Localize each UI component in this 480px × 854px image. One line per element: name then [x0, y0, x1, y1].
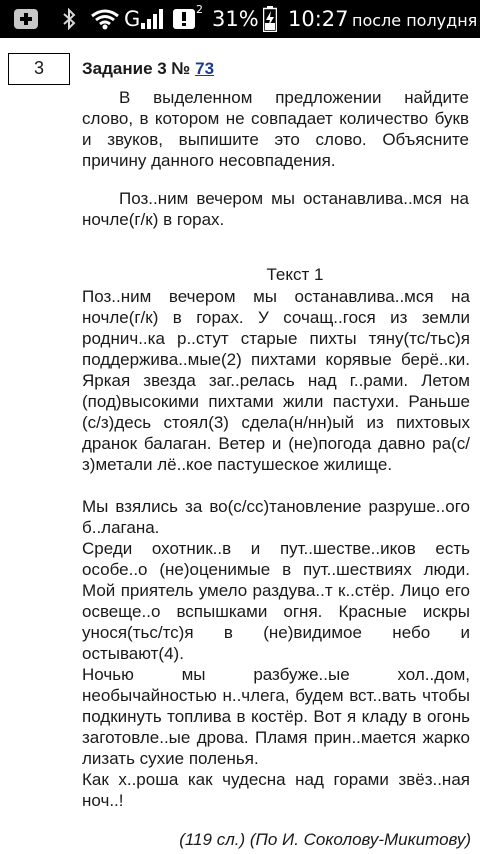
text-source: (119 сл.) (По И. Соколову-Микитову): [179, 830, 471, 849]
task-heading: [82, 59, 214, 79]
add-icon: [13, 8, 39, 30]
battery-charging-icon: [263, 6, 277, 32]
notification-count-badge: 2: [196, 3, 203, 16]
status-bar: [0, 0, 480, 38]
text-paragraph: Мы взялись за во(с/сс)тановление разруше..ого б..лагана.: [82, 497, 470, 537]
text-paragraph: Ночью мы разбуже..ые хол..дом, необычайностью н..члега, будем вст..вать чтобы подкинуть топлива в костёр. Вот я кладу в огонь заготовле..ые дрова. Пламя прин..мается жарко лизать сухие поленья.: [82, 665, 470, 768]
text-paragraph: Как х..роша как чудесна над горами звёз..ная ноч..!: [82, 770, 470, 810]
bluetooth-icon: [60, 8, 78, 30]
text-paragraph: Среди охотник..в и пут..шестве..иков есть особе..о (не)оценимые в пут..шествиях люди. Мой приятель умело раздува..т к..стёр. Лицо его освеще..о вспышками огня. Красные искры унося(тьс/тс)я в (не)видимое небо и остывают(4).: [82, 539, 470, 663]
task-page: [0, 38, 480, 854]
task-id-link[interactable]: 73: [195, 59, 215, 78]
text-paragraph: Поз..ним вечером мы останавлива..мся на ночле(г/к) в горах. У сочащ..гося из земли роднич..ка р..стут старые пихты тяну(тс/тьс)я поддержива..мые(2) пихтами корявые берё..ки. Яркая звезда заг..релась над г..рами. Летом (под)высокими пихтами жили пастухи. Раньше (с/з)десь стоял(3) сдела(н/нн)ый из пихтовых дранок балаган. Ветер и (не)погода давно ра(с/з)метали лё..кое пастушеское жилище.: [82, 287, 470, 474]
text-title: Текст 1: [266, 265, 324, 284]
clock-time: 10:27: [288, 7, 349, 31]
alert-notification-icon: [172, 8, 196, 30]
wifi-icon: [90, 8, 120, 30]
task-number-box: 3: [8, 53, 70, 85]
clock-period: после полудня: [352, 11, 478, 30]
task-instruction: В выделенном предложении найдите слово, в котором не совпадает количество букв и звуков, выпишите это слово. Объясните причину данного несовпадения.: [82, 88, 469, 170]
task-title: Задание 3 №: [82, 59, 191, 78]
battery-percent: 31%: [212, 7, 259, 31]
highlighted-sentence: Поз..ним вечером мы останавлива..мся на ночле(г/к) в горах.: [82, 189, 469, 229]
signal-strength-icon: [140, 8, 164, 30]
network-type-label: G: [124, 7, 141, 31]
